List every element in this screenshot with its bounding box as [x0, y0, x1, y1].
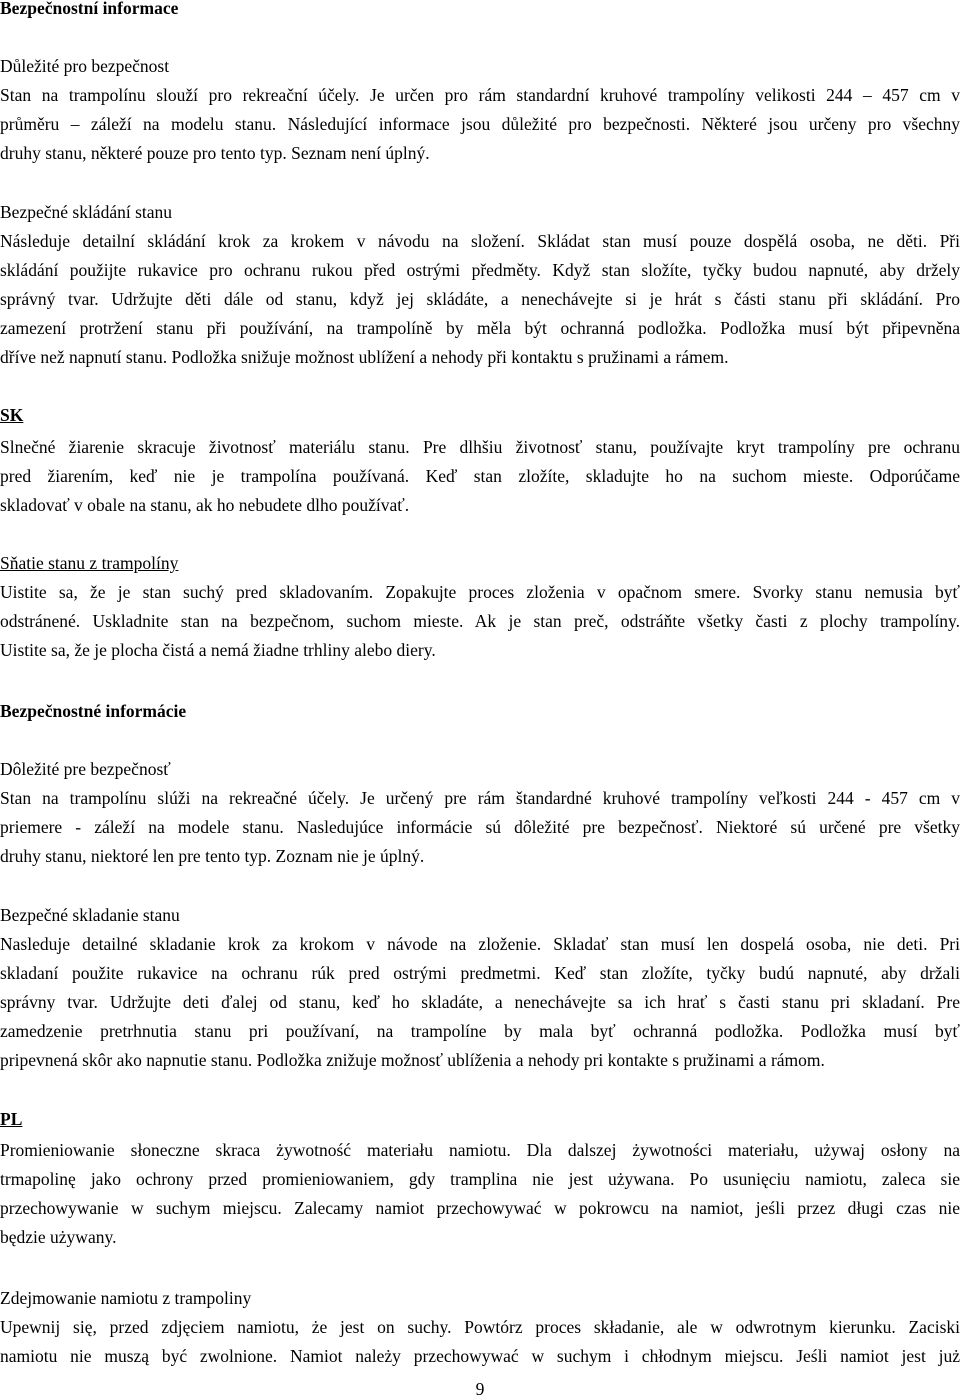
cz-important-line-2: průměru – záleží na modelu stanu. Následující informace jsou důležité pro bezpečnosti. Některé jsou určeny pro všechny [0, 114, 960, 134]
pl-removal-heading: Zdejmowanie namiotu z trampoliny [0, 1288, 252, 1308]
sk-sun-line-1: Slnečné žiarenie skracuje životnosť materiálu stanu. Pre dlhšiu životnosť stanu, používajte kryt trampolíny pre ochranu [0, 437, 960, 457]
sk-title: Bezpečnostné informácie [0, 701, 187, 721]
sk-removal-heading: Sňatie stanu z trampolíny [0, 553, 179, 573]
sk-language-label: SK [0, 405, 24, 425]
cz-assembly-line-2: skládání použijte rukavice pro ochranu rukou před ostrými předměty. Když stan složíte, tyčky budou napnuté, aby držely [0, 260, 960, 280]
cz-important-line-1: Stan na trampolínu slouží pro rekreační účely. Je určen pro rám standardní kruhové trampolíny velikosti 244 – 457 cm v [0, 85, 960, 105]
sk-sun-line-3: skladovať v obale na stanu, ak ho nebudete dlho používať. [0, 495, 410, 515]
cz-title: Bezpečnostní informace [0, 0, 179, 18]
cz-assembly-line-5: dříve než napnutí stanu. Podložka snižuje možnost ublížení a nehody při kontaktu s pružinami a rámem. [0, 347, 729, 367]
page-number: 9 [475, 1379, 485, 1399]
sk-important-heading: Dôležité pre bezpečnosť [0, 759, 171, 779]
pl-sun-line-3: przechowywanie w suchym miejscu. Zalecamy namiot przechowywać w pokrowcu na namiot, jeśli przez długi czas nie [0, 1198, 960, 1218]
sk-assembly-line-4: zamedzenie pretrhnutia stanu pri používaní, na trampolíne by mala byť ochranná podložka. Podložka musí byť [0, 1021, 960, 1041]
cz-assembly-line-4: zamezení protržení stanu při používání, na trampolíně by měla být ochranná podložka. Podložka musí být připevněna [0, 318, 960, 338]
sk-assembly-line-3: správny tvar. Udržujte deti ďalej od stanu, keď ho skladáte, a nenechávejte sa ich hrať s časti stanu pri skladaní. Pre [0, 992, 960, 1012]
cz-assembly-heading: Bezpečné skládání stanu [0, 202, 173, 222]
sk-assembly-line-2: skladaní použite rukavice na ochranu rúk pred ostrými predmetmi. Keď stan zložíte, tyčky budú napnuté, aby držali [0, 963, 960, 983]
pl-removal-line-1: Upewnij się, przed zdjęciem namiotu, że jest on suchy. Powtórz proces składanie, ale w odwrotnym kierunku. Zaciski [0, 1317, 960, 1337]
cz-assembly-line-3: správný tvar. Udržujte děti dále od stanu, když jej skládáte, a nenechávejte si je hrát s části stanu při skládání. Pro [0, 289, 960, 309]
pl-sun-line-1: Promieniowanie słoneczne skraca żywotność materiału namiotu. Dla dalszej żywotności materiału, używaj osłony na [0, 1140, 960, 1160]
sk-assembly-line-5: pripevnená skôr ako napnutie stanu. Podložka znižuje možnosť ublíženia a nehody pri kontakte s pružinami a rámom. [0, 1050, 825, 1070]
pl-removal-line-2: namiotu nie muszą być zwolnione. Namiot należy przechowywać w suchym i chłodnym miejscu. Jeśli namiot jest już [0, 1346, 960, 1366]
sk-assembly-line-1: Nasleduje detailné skladanie krok za krokom v návode na zloženie. Skladať stan musí len dospelá osoba, nie deti. Pri [0, 934, 960, 954]
sk-assembly-heading: Bezpečné skladanie stanu [0, 905, 180, 925]
sk-important-line-3: druhy stanu, niektoré len pre tento typ. Zoznam nie je úplný. [0, 846, 425, 866]
sk-important-line-2: priemere - záleží na modele stanu. Nasledujúce informácie sú dôležité pre bezpečnosť. Niektoré sú určené pre všetky [0, 817, 960, 837]
pl-sun-line-2: trmapolinę jako ochrony przed promieniowaniem, gdy tramplina nie jest używana. Po usunięciu namiotu, zaleca sie [0, 1169, 960, 1189]
pl-sun-line-4: będzie używany. [0, 1227, 117, 1247]
sk-removal-line-2: odstránené. Uskladnite stan na bezpečnom, suchom mieste. Ak je stan preč, odstráňte všetky časti z plochy trampolíny. [0, 611, 960, 631]
sk-removal-line-1: Uistite sa, že je stan suchý pred skladovaním. Zopakujte proces zloženia v opačnom smere. Svorky stanu nemusia byť [0, 582, 960, 602]
sk-removal-line-3: Uistite sa, že je plocha čistá a nemá žiadne trhliny alebo diery. [0, 640, 436, 660]
sk-important-line-1: Stan na trampolínu slúži na rekreačné účely. Je určený pre rám štandardné kruhové trampolíny veľkosti 244 - 457 cm v [0, 788, 960, 808]
cz-important-heading: Důležité pro bezpečnost [0, 56, 170, 76]
pl-language-label: PL [0, 1109, 23, 1129]
cz-important-line-3: druhy stanu, některé pouze pro tento typ. Seznam není úplný. [0, 143, 430, 163]
cz-assembly-line-1: Následuje detailní skládání krok za krokem v návodu na složení. Skládat stan musí pouze dospělá osoba, ne děti. Při [0, 231, 960, 251]
sk-sun-line-2: pred žiarením, keď nie je trampolína používaná. Keď stan zložíte, skladujte ho na suchom mieste. Odporúčame [0, 466, 960, 486]
